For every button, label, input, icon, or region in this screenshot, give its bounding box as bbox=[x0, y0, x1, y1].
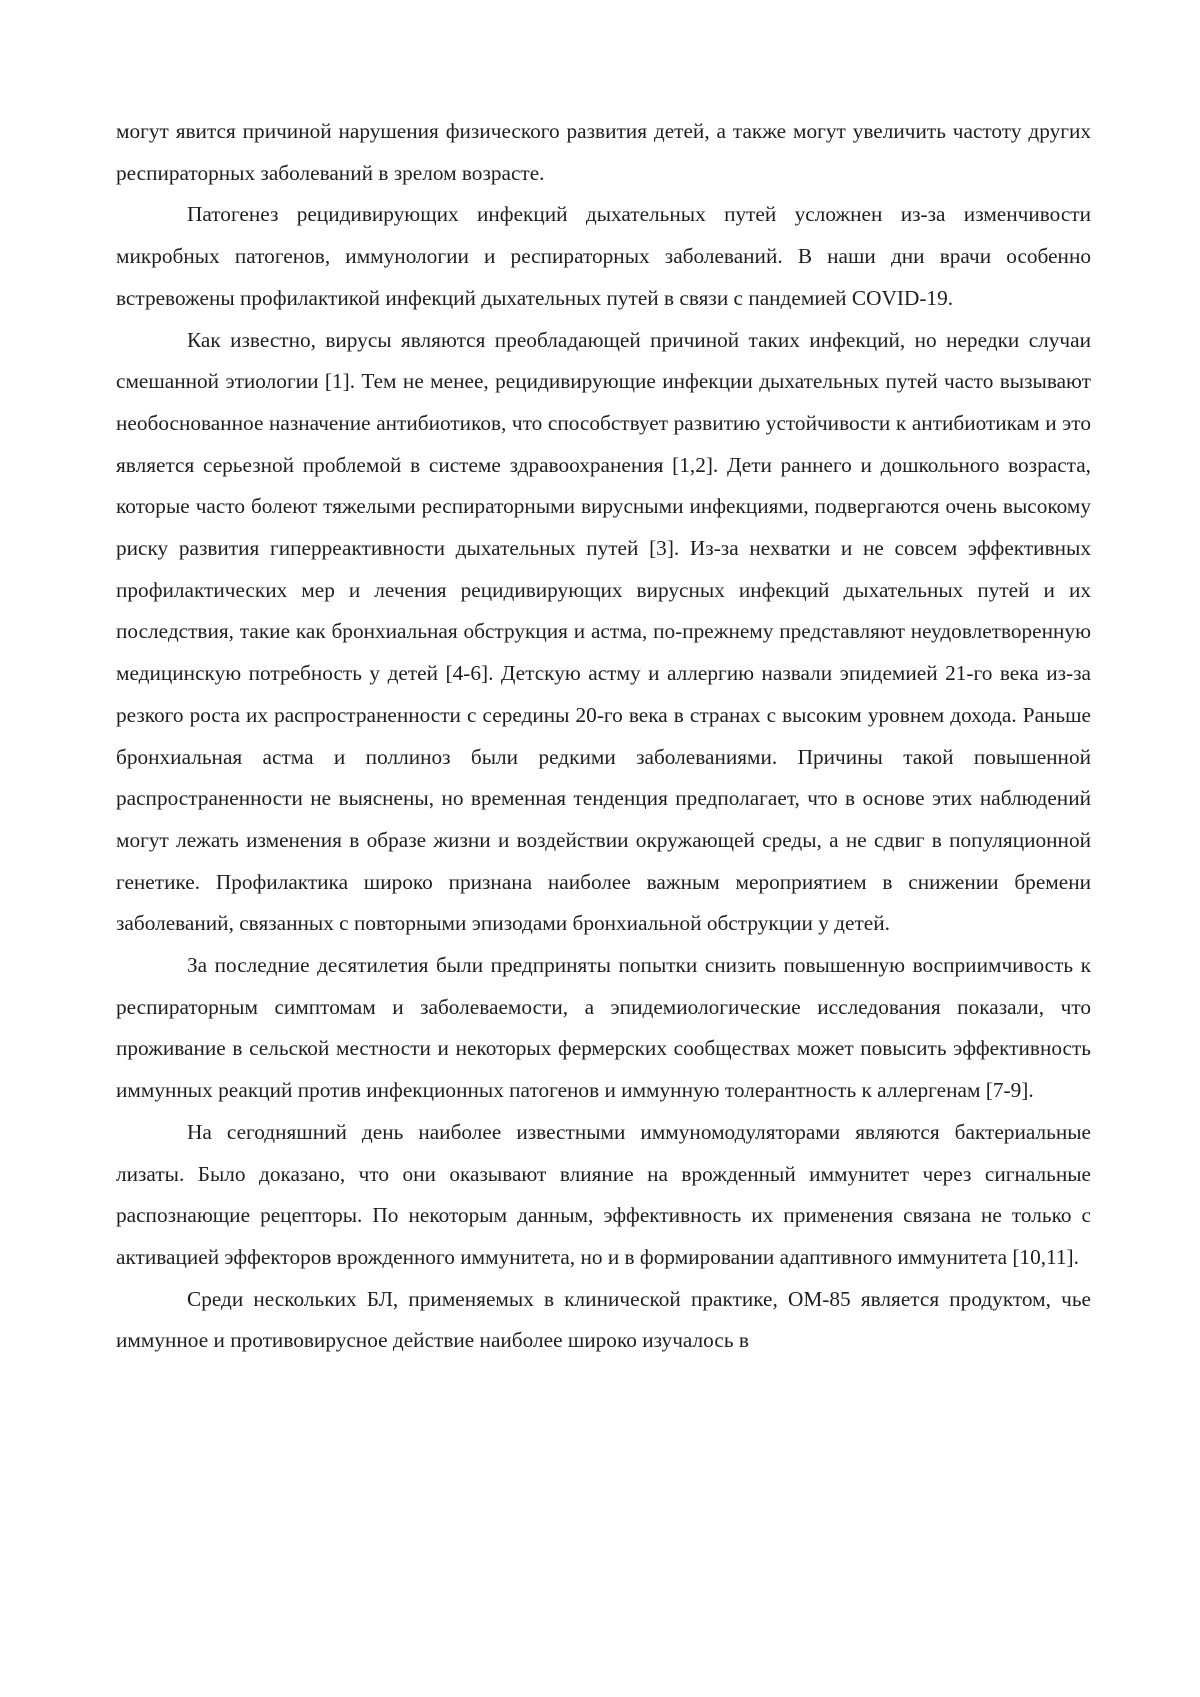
paragraph-6: Среди нескольких БЛ, применяемых в клинической практике, ОМ-85 является продуктом, чье иммунное и противовирусное действие наиболее широко изучалось в bbox=[116, 1279, 1091, 1362]
document-page bbox=[0, 0, 1200, 1697]
paragraph-2: Патогенез рецидивирующих инфекций дыхательных путей усложнен из-за изменчивости микробных патогенов, иммунологии и респираторных заболеваний. В наши дни врачи особенно встревожены профилактикой инфекций дыхательных путей в связи с пандемией COVID-19. bbox=[116, 194, 1091, 319]
paragraph-5: На сегодняшний день наиболее известными иммуномодуляторами являются бактериальные лизаты. Было доказано, что они оказывают влияние на врожденный иммунитет через сигнальные распознающие рецепторы. По некоторым данным, эффективность их применения связана не только с активацией эффекторов врожденного иммунитета, но и в формировании адаптивного иммунитета [10,11]. bbox=[116, 1112, 1091, 1279]
paragraph-4: За последние десятилетия были предприняты попытки снизить повышенную восприимчивость к респираторным симптомам и заболеваемости, а эпидемиологические исследования показали, что проживание в сельской местности и некоторых фермерских сообществах может повысить эффективность иммунных реакций против инфекционных патогенов и иммунную толерантность к аллергенам [7-9]. bbox=[116, 945, 1091, 1112]
document-body bbox=[116, 111, 1091, 1362]
paragraph-1: могут явится причиной нарушения физического развития детей, а также могут увеличить частоту других респираторных заболеваний в зрелом возрасте. bbox=[116, 111, 1091, 194]
paragraph-3: Как известно, вирусы являются преобладающей причиной таких инфекций, но нередки случаи смешанной этиологии [1]. Тем не менее, рецидивирующие инфекции дыхательных путей часто вызывают необоснованное назначение антибиотиков, что способствует развитию устойчивости к антибиотикам и это является серьезной проблемой в системе здравоохранения [1,2]. Дети раннего и дошкольного возраста, которые часто болеют тяжелыми респираторными вирусными инфекциями, подвергаются очень высокому риску развития гиперреактивности дыхательных путей [3]. Из-за нехватки и не совсем эффективных профилактических мер и лечения рецидивирующих вирусных инфекций дыхательных путей и их последствия, такие как бронхиальная обструкция и астма, по-прежнему представляют неудовлетворенную медицинскую потребность у детей [4-6]. Детскую астму и аллергию назвали эпидемией 21-го века из-за резкого роста их распространенности с середины 20-го века в странах с высоким уровнем дохода. Раньше бронхиальная астма и поллиноз были редкими заболеваниями. Причины такой повышенной распространенности не выяснены, но временная тенденция предполагает, что в основе этих наблюдений могут лежать изменения в образе жизни и воздействии окружающей среды, а не сдвиг в популяционной генетике. Профилактика широко признана наиболее важным мероприятием в снижении бремени заболеваний, связанных с повторными эпизодами бронхиальной обструкции у детей. bbox=[116, 320, 1091, 946]
